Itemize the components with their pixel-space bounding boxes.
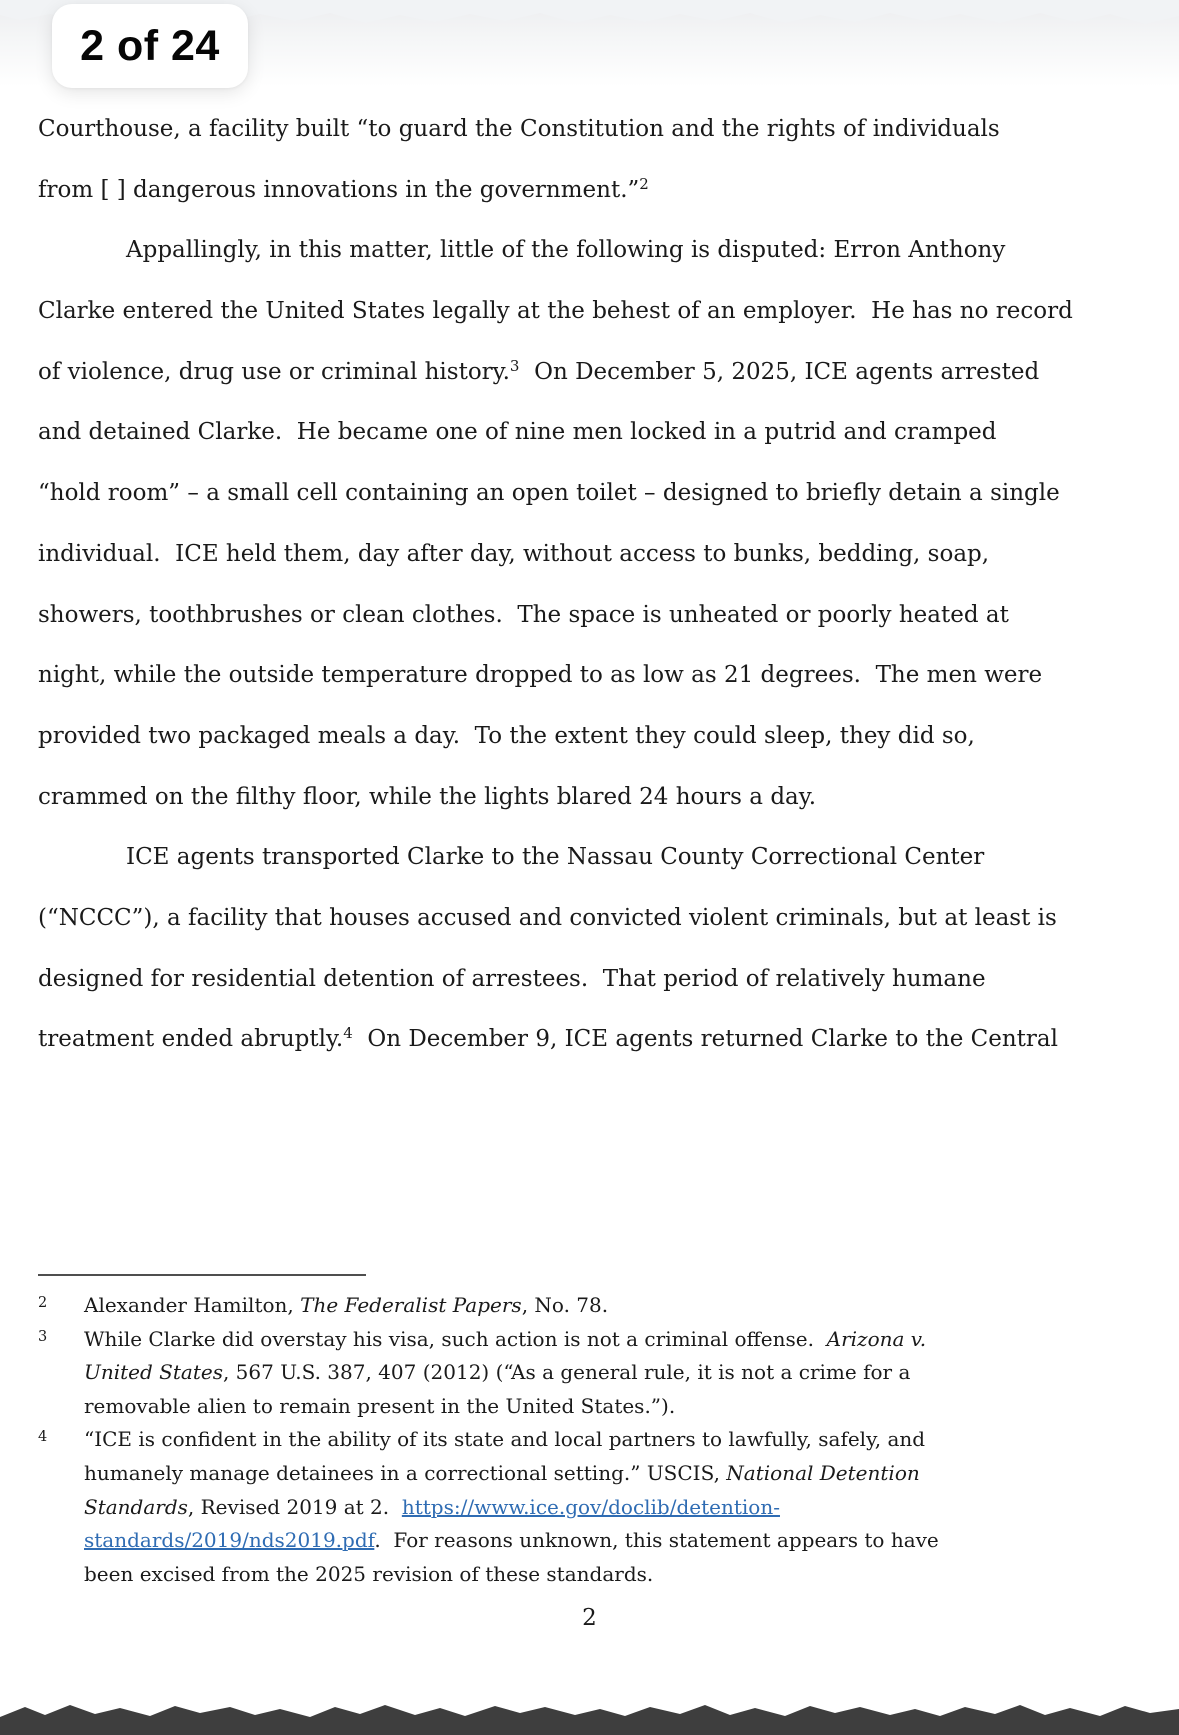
- footnote-line: [38, 1491, 1146, 1525]
- footnote-line: [38, 1356, 1146, 1390]
- footnote-link[interactable]: https://www.ice.gov/doclib/detention-: [401, 1494, 780, 1519]
- footnote-separator: [38, 1274, 366, 1276]
- body-line: [38, 949, 1146, 1010]
- body-line: [38, 402, 1146, 463]
- body-line: [38, 888, 1146, 949]
- footnote-line: [38, 1423, 1146, 1457]
- text-segment: “hold room” – a small cell containing an open toilet – designed to briefly detain a single: [38, 480, 1060, 507]
- body-line: [38, 1009, 1146, 1070]
- text-segment: been excised from the 2025 revision of these standards.: [84, 1561, 654, 1586]
- body-text: [38, 99, 1146, 1070]
- text-segment: United States: [84, 1360, 223, 1385]
- text-segment: Courthouse, a facility built “to guard the Constitution and the rights of individuals: [38, 116, 1000, 142]
- text-segment: Clarke entered the United States legally at the behest of an employer. He has no record: [38, 298, 1073, 325]
- footnote-marker: 2: [38, 1295, 48, 1311]
- text-segment: On December 5, 2025, ICE agents arrested: [519, 358, 1040, 385]
- footnote-marker: 3: [38, 1328, 48, 1345]
- body-line: [38, 767, 1146, 828]
- text-segment: , Revised 2019 at 2.: [187, 1494, 402, 1519]
- text-segment: “ICE is confident in the ability of its state and local partners to lawfully, safely, and: [84, 1427, 926, 1452]
- footnote-reference: 4: [343, 1024, 353, 1043]
- text-segment: Standards: [84, 1494, 188, 1519]
- body-line: [38, 220, 1146, 281]
- text-segment: night, while the outside temperature dropped to as low as 21 degrees. The men were: [38, 662, 1043, 689]
- body-line: [38, 160, 1146, 221]
- torn-page-edge-bottom: [0, 1699, 1179, 1735]
- text-segment: showers, toothbrushes or clean clothes. The space is unheated or poorly heated at: [38, 601, 1009, 628]
- text-segment: Appallingly, in this matter, little of the following is disputed: Erron Anthony: [126, 237, 1006, 264]
- footnote-line: [38, 1524, 1146, 1558]
- footnote-line: [38, 1323, 1146, 1357]
- footnote-reference: 3: [509, 356, 520, 375]
- footnote-line: [38, 1457, 1146, 1491]
- text-segment: The Federalist Papers: [300, 1293, 522, 1317]
- text-segment: While Clarke did overstay his visa, such action is not a criminal offense.: [84, 1326, 827, 1351]
- body-line: [38, 585, 1146, 646]
- text-segment: designed for residential detention of arrestees. That period of relatively humane: [38, 965, 986, 992]
- footnote-link[interactable]: standards/2019/nds2019.pdf: [84, 1528, 375, 1553]
- footnote-marker: 4: [38, 1429, 48, 1446]
- text-segment: Arizona v.: [826, 1326, 927, 1351]
- text-segment: individual. ICE held them, day after day, without access to bunks, bedding, soap,: [38, 540, 990, 567]
- text-segment: treatment ended abruptly.: [38, 1026, 344, 1053]
- body-line: [38, 645, 1146, 706]
- body-line: [38, 463, 1146, 524]
- body-line: [38, 342, 1146, 403]
- body-line: [38, 524, 1146, 585]
- body-line: [38, 281, 1146, 342]
- text-segment: (“NCCC”), a facility that houses accused and convicted violent criminals, but at least is: [38, 904, 1057, 931]
- footnote-line: [38, 1390, 1146, 1424]
- footnote-line: [38, 1558, 1146, 1592]
- text-segment: provided two packaged meals a day. To the extent they could sleep, they did so,: [38, 722, 975, 749]
- page-number: 2: [582, 1605, 597, 1631]
- text-segment: Alexander Hamilton,: [84, 1293, 301, 1317]
- footnote-line: [38, 1289, 1146, 1323]
- footnotes: [38, 1289, 1146, 1591]
- body-line: [38, 706, 1146, 767]
- body-line: [38, 99, 1146, 160]
- text-segment: On December 9, ICE agents returned Clarke to the Central: [352, 1026, 1058, 1053]
- footnote-reference: 2: [639, 174, 649, 193]
- text-segment: crammed on the filthy floor, while the lights blared 24 hours a day.: [38, 783, 817, 810]
- text-segment: from [ ] dangerous innovations in the government.”: [38, 176, 640, 203]
- body-line: [38, 827, 1146, 888]
- text-segment: , 567 U.S. 387, 407 (2012) (“As a general rule, it is not a crime for a: [222, 1360, 911, 1385]
- text-segment: . For reasons unknown, this statement appears to have: [374, 1528, 939, 1553]
- text-segment: removable alien to remain present in the United States.”).: [84, 1393, 676, 1418]
- text-segment: ICE agents transported Clarke to the Nassau County Correctional Center: [126, 844, 985, 871]
- text-segment: National Detention: [726, 1460, 920, 1485]
- text-segment: and detained Clarke. He became one of nine men locked in a putrid and cramped: [38, 419, 997, 446]
- text-segment: , No. 78.: [521, 1293, 609, 1317]
- text-segment: of violence, drug use or criminal history.: [38, 358, 510, 385]
- page-indicator-label: 2 of 24: [80, 21, 220, 70]
- page-indicator-badge: [52, 4, 248, 88]
- text-segment: humanely manage detainees in a correctional setting.” USCIS,: [84, 1460, 727, 1485]
